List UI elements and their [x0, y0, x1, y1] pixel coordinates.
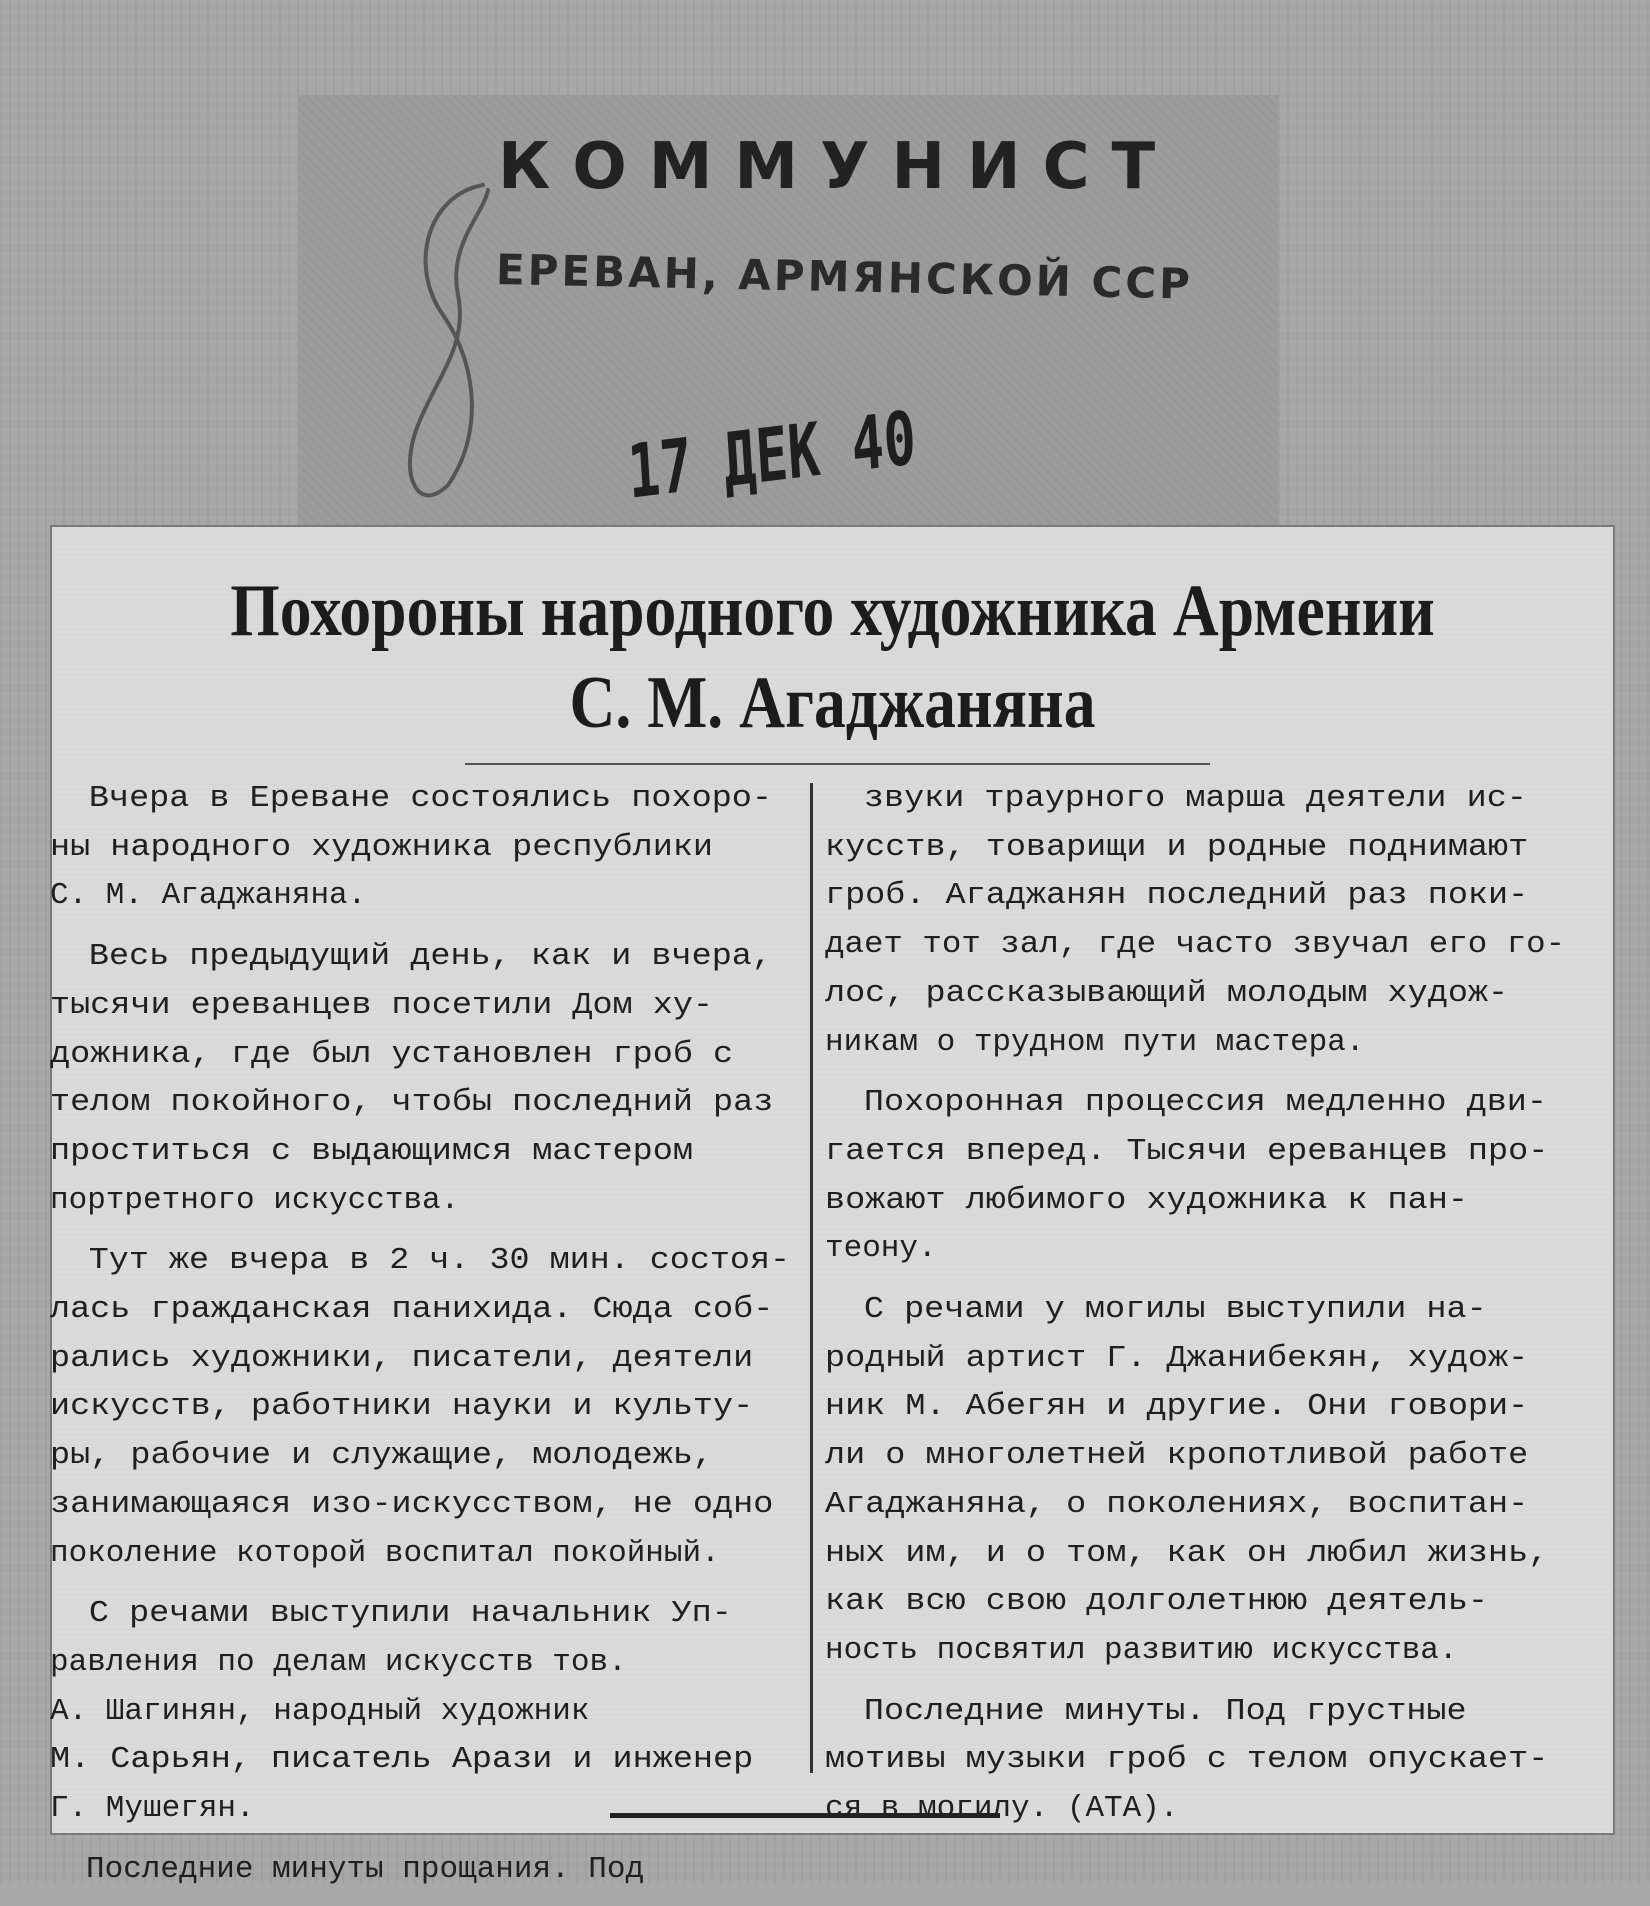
article-line: ры, рабочие и служащие, молодежь, [50, 1438, 714, 1474]
article-line: занимающаяся изо-искусством, не одно [50, 1486, 774, 1522]
article-line: дает тот зал, где часто звучал его го- [825, 927, 1566, 963]
article-paragraph [825, 1079, 1565, 1274]
article-line: Последние минуты. Под грустные [863, 1693, 1467, 1729]
article-line: С речами у могилы выступили на- [863, 1292, 1487, 1328]
article-line: ли о многолетней кропотливой работе [825, 1438, 1529, 1474]
article-line: ник М. Абегян и другие. Они говори- [825, 1389, 1529, 1425]
article-line: ных им, и о том, как он любил жизнь, [825, 1535, 1549, 1571]
article-line: рались художники, писатели, деятели [50, 1340, 754, 1376]
article-line: С. М. Агаджаняна. [50, 878, 367, 914]
article-line: кусств, товарищи и родные поднимают [825, 829, 1529, 865]
article-line: Последние минуты прощания. Под [86, 1851, 645, 1887]
article-paragraph [50, 933, 790, 1225]
article-headline [50, 565, 1615, 749]
article-line: Похоронная процессия медленно дви- [863, 1085, 1547, 1121]
newspaper-name: КОММУНИСТ [498, 130, 1178, 204]
article-line: звуки траурного марша деятели ис- [863, 781, 1527, 816]
article-line: Весь предыдущий день, как и вчера, [88, 939, 772, 975]
article-line: Г. Мушегян. [50, 1791, 255, 1827]
article-line: мотивы музыки гроб с телом опускает- [825, 1742, 1549, 1778]
right-column [825, 775, 1565, 1846]
article-line: Вчера в Ереване состоялись похоро- [88, 781, 772, 816]
article-line: Агаджаняна, о поколениях, воспитан- [825, 1486, 1529, 1522]
handwritten-number-mark [388, 175, 508, 505]
article-line: родный артист Г. Джанибекян, худож- [825, 1340, 1529, 1376]
article-line: М. Сарьян, писатель Арази и инженер [50, 1742, 754, 1778]
article-line: гается вперед. Тысячи ереванцев про- [825, 1133, 1549, 1169]
article-line: проститься с выдающимся мастером [50, 1133, 693, 1169]
article-line: теону. [825, 1231, 937, 1267]
article-line: ся в могилу. (АТА). [825, 1791, 1179, 1827]
article-paragraph [50, 1590, 790, 1834]
article-line: поколение которой воспитал покойный. [50, 1535, 720, 1571]
article-line: дожника, где был установлен гроб с [50, 1036, 734, 1072]
article-line: тысячи ереванцев посетили Дом ху- [50, 987, 714, 1023]
article-paragraph [825, 775, 1565, 1067]
article-line: лась гражданская панихида. Сюда соб- [50, 1292, 774, 1328]
article-line: равления по делам искусств тов. [50, 1644, 627, 1680]
article-paragraph [825, 1286, 1565, 1676]
article-paragraph [50, 1846, 790, 1895]
newspaper-city: ЕРЕВАН, АРМЯНСКОЙ ССР [495, 245, 1194, 309]
headline-line-1: Похороны народного художника Армении [230, 570, 1435, 652]
article-line: С речами выступили начальник Уп- [88, 1596, 732, 1632]
article-line: лос, рассказывающий молодым худож- [825, 975, 1509, 1011]
article-line: вожают любимого художника к пан- [825, 1182, 1468, 1218]
article-paragraph [825, 1688, 1565, 1834]
article-line: ны народного художника республики [50, 829, 714, 865]
article-line: никам о трудном пути мастера. [825, 1024, 1365, 1060]
newspaper-stamp [298, 95, 1278, 535]
article-paragraph [50, 775, 790, 921]
article-line: гроб. Агаджанян последний раз поки- [825, 878, 1529, 914]
bottom-rule [610, 1813, 1000, 1818]
article-line: искусств, работники науки и культу- [50, 1389, 754, 1425]
article-line: А. Шагинян, народный художник [50, 1693, 590, 1729]
article-line: телом покойного, чтобы последний раз [50, 1085, 774, 1121]
newspaper-clipping [50, 525, 1615, 1887]
stamp-date: 17 ДЕК 40 [625, 395, 919, 516]
article-line: как всю свою долголетнюю деятель- [825, 1584, 1489, 1620]
left-column [50, 775, 790, 1906]
article-line: ность посвятил развитию искусства. [825, 1632, 1458, 1668]
article-line: портретного искусства. [50, 1182, 460, 1218]
article-paragraph [50, 1237, 790, 1578]
headline-line-2: С. М. Агаджаняна [569, 662, 1096, 744]
article-line: Тут же вчера в 2 ч. 30 мин. состоя- [88, 1243, 791, 1279]
headline-rule [465, 763, 1210, 765]
